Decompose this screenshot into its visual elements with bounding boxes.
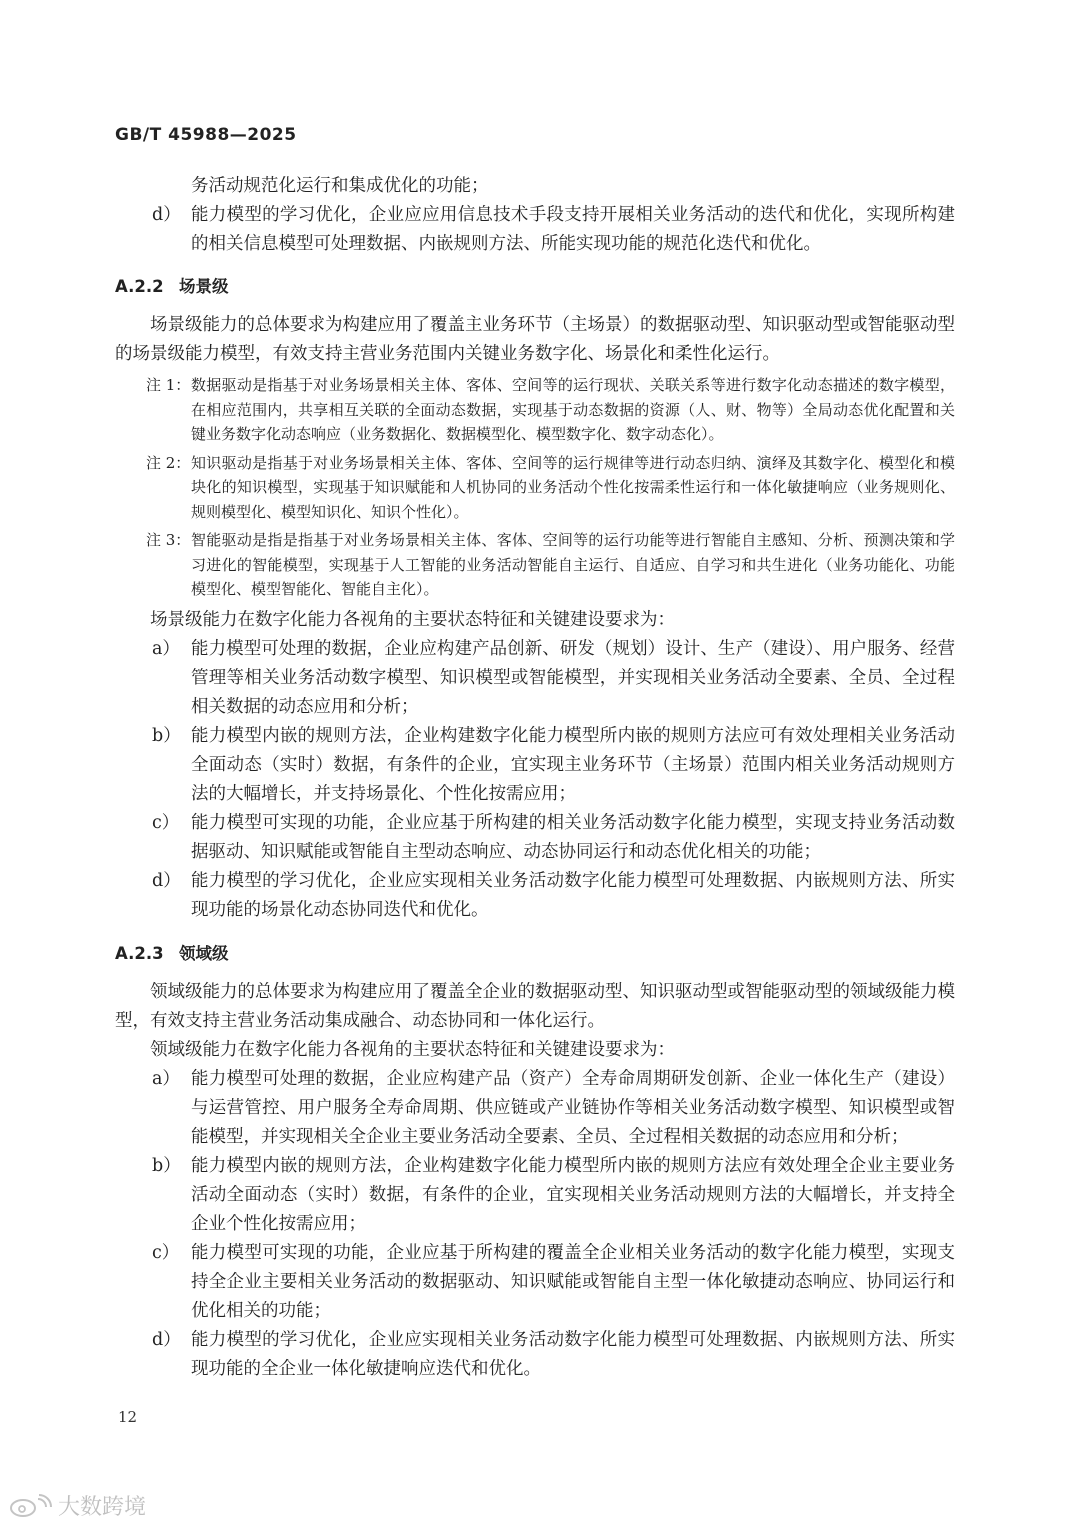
list-item <box>115 867 955 925</box>
item-text: 能力模型的学习优化，企业应实现相关业务活动数字化能力模型可处理数据、内嵌规则方法、所实现功能的全企业一体化敏捷响应迭代和优化。 <box>191 1329 955 1379</box>
item-marker: b） <box>152 1155 181 1176</box>
item-marker: c） <box>152 812 180 833</box>
item-marker: d） <box>152 1329 181 1350</box>
item-continuation: 务活动规范化运行和集成优化的功能； <box>191 176 489 196</box>
item-text: 能力模型可实现的功能，企业应基于所构建的相关业务活动数字化能力模型，实现支持业务活动数据驱动、知识赋能或智能自主型动态响应、动态协同运行和动态优化相关的功能； <box>191 812 955 862</box>
list-item <box>115 201 955 259</box>
paragraph: 领域级能力的总体要求为构建应用了覆盖全企业的数据驱动型、知识驱动型或智能驱动型的领域级能力模型，有效支持主营业务活动集成融合、动态协同和一体化运行。 <box>115 981 955 1031</box>
item-marker: a） <box>152 1068 180 1089</box>
section-heading-a22 <box>115 272 955 301</box>
notes-block <box>115 373 955 602</box>
note-text: 数据驱动是指基于对业务场景相关主体、客体、空间等的运行现状、关联关系等进行数字化动态描述的数字模型，在相应范围内，共享相互关联的全面动态数据，实现基于动态数据的资源（人、财、物等）全局动态优化配置和关键业务数字化动态响应（业务数据化、数据模型化、模型数字化、数字动态化）。 <box>191 376 955 443</box>
item-text: 能力模型的学习优化，企业应应用信息技术手段支持开展相关业务活动的迭代和优化，实现所构建的相关信息模型可处理数据、内嵌规则方法、所能实现功能的规范化迭代和优化。 <box>191 205 955 254</box>
list-item <box>115 1239 955 1326</box>
list-item <box>115 1326 955 1384</box>
watermark-text: 大数跨境 <box>58 1495 147 1520</box>
item-marker: b） <box>152 725 181 746</box>
standard-code: GB/T 45988—2025 <box>115 125 297 145</box>
paragraph: 场景级能力的总体要求为构建应用了覆盖主业务环节（主场景）的数据驱动型、知识驱动型或智能驱动型的场景级能力模型，有效支持主营业务范围内关键业务数字化、场景化和柔性化运行。 <box>115 315 955 364</box>
paragraph: 场景级能力在数字化能力各视角的主要状态特征和关键建设要求为： <box>150 609 675 630</box>
list-item <box>115 809 955 867</box>
item-text: 能力模型可实现的功能，企业应基于所构建的覆盖全企业相关业务活动的数字化能力模型，实现支持全企业主要相关业务活动的数据驱动、知识赋能或智能自主型一体化敏捷动态响应、协同运行和优化相关的功能； <box>191 1242 955 1321</box>
item-text: 能力模型内嵌的规则方法，企业构建数字化能力模型所内嵌的规则方法应可有效处理相关业务活动全面动态（实时）数据，有条件的企业，宜实现主业务环节（主场景）范围内相关业务活动规则方法的大幅增长，并支持场景化、个性化按需应用； <box>191 725 955 804</box>
section-heading-a23 <box>115 939 955 968</box>
item-marker: d） <box>152 870 181 891</box>
item-text: 能力模型的学习优化，企业应实现相关业务活动数字化能力模型可处理数据、内嵌规则方法、所实现功能的场景化动态协同迭代和优化。 <box>191 870 955 920</box>
list-item <box>115 1065 955 1152</box>
note-label: 注 2： <box>146 453 191 472</box>
note-label: 注 3： <box>146 531 191 549</box>
section-title: 领域级 <box>179 943 229 963</box>
page-content <box>115 172 955 1384</box>
note <box>115 373 955 447</box>
note-label: 注 1： <box>146 376 191 394</box>
note-text: 知识驱动是指基于对业务场景相关主体、客体、空间等的运行规律等进行动态归纳、演绎及其数字化、模型化和模块化的知识模型，实现基于知识赋能和人机协同的业务活动个性化按需柔性运行和一体化敏捷响应（业务规则化、规则模型化、模型知识化、知识个性化）。 <box>191 453 955 521</box>
weibo-logo-icon <box>8 1493 54 1519</box>
list-item <box>115 722 955 809</box>
paragraph: 领域级能力在数字化能力各视角的主要状态特征和关键建设要求为： <box>150 1039 675 1060</box>
list-item <box>115 1152 955 1239</box>
item-text: 能力模型可处理的数据，企业应构建产品（资产）全寿命周期研发创新、企业一体化生产（建设）与运营管控、用户服务全寿命周期、供应链或产业链协作等相关业务活动数字模型、知识模型或智能模型，并实现相关全企业主要业务活动全要素、全员、全过程相关数据的动态应用和分析； <box>191 1068 955 1147</box>
list-item <box>115 635 955 722</box>
note <box>115 451 955 525</box>
section-title: 场景级 <box>179 277 229 296</box>
item-text: 能力模型内嵌的规则方法，企业构建数字化能力模型所内嵌的规则方法应有效处理全企业主要业务活动全面动态（实时）数据，有条件的企业，宜实现相关业务活动规则方法的大幅增长，并支持全企业个性化按需应用； <box>191 1155 955 1234</box>
item-text: 能力模型可处理的数据，企业应构建产品创新、研发（规划）设计、生产（建设）、用户服务、经营管理等相关业务活动数字模型、知识模型或智能模型，并实现相关业务活动全要素、全员、全过程相关数据的动态应用和分析； <box>191 638 955 717</box>
section-number: A.2.2 <box>115 277 164 296</box>
item-marker: d） <box>152 205 181 225</box>
item-marker: a） <box>152 638 180 659</box>
note <box>115 528 955 602</box>
item-marker: c） <box>152 1242 180 1263</box>
note-text: 智能驱动是指是指基于对业务场景相关主体、客体、空间等的运行功能等进行智能自主感知、分析、预测决策和学习进化的智能模型，实现基于人工智能的业务活动智能自主运行、自适应、自学习和共生进化（业务功能化、功能模型化、模型智能化、智能自主化）。 <box>191 531 955 598</box>
section-number: A.2.3 <box>115 943 164 963</box>
watermark <box>8 1490 146 1521</box>
page-number: 12 <box>118 1408 138 1426</box>
